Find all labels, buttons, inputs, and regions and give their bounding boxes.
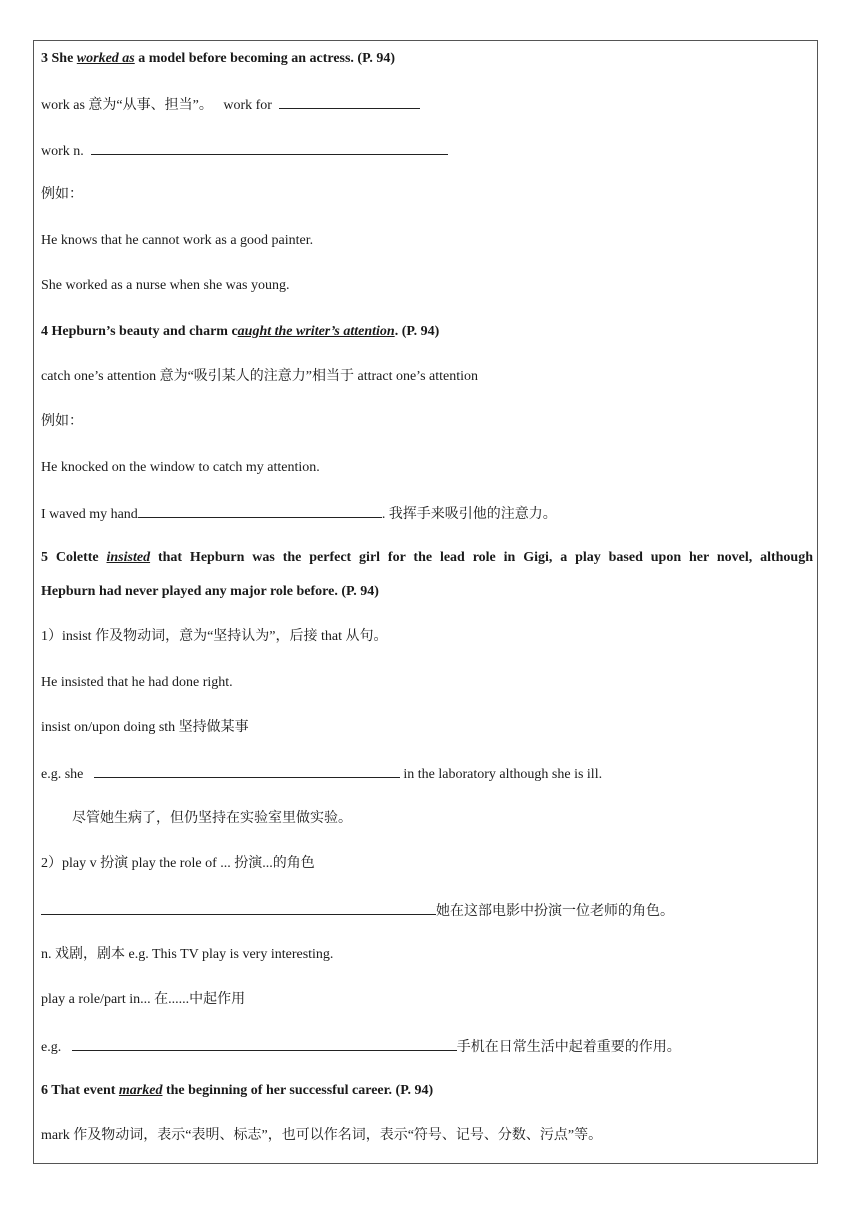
item4-key-phrase: aught the writer’s attention: [237, 324, 395, 339]
example-sentence: He knocked on the window to catch my attention.: [41, 460, 320, 475]
example-label: 例如：: [41, 187, 83, 202]
translation-exercise: e.g. 手机在日常生活中起着重要的作用。: [41, 1036, 813, 1058]
fill-blank[interactable]: [279, 94, 420, 109]
example-sentence: He knows that he cannot work as a good painter.: [41, 233, 314, 248]
example-label: 例如：: [41, 414, 83, 429]
item4-heading: 4 Hepburn’s beauty and charm caught the writer’s attention. (P. 94): [41, 324, 440, 339]
example-sentence: She worked as a nurse when she was young.: [41, 278, 290, 293]
item6-meaning: mark 作及物动词，表示“表明、标志”，也可以作名词，表示“符号、记号、分数、污点”等。: [41, 1128, 603, 1143]
item5-play-noun: n. 戏剧，剧本 e.g. This TV play is very interesting.: [41, 947, 334, 962]
fill-blank[interactable]: [72, 1036, 457, 1051]
item5-point-insist: 1）insist 作及物动词，意为“坚持认为”，后接 that 从句。: [41, 629, 388, 644]
translation-exercise: 她在这部电影中扮演一位老师的角色。: [41, 900, 813, 922]
fill-blank[interactable]: [138, 503, 382, 518]
translation-exercise: I waved my hand . 我挥手来吸引他的注意力。: [41, 503, 813, 525]
item5-insist-on: insist on/upon doing sth 坚持做某事: [41, 720, 249, 735]
item5-heading: 5 Colette insisted that Hepburn was the perfect girl for the lead role in Gigi, a play based upon her novel, although: [41, 550, 813, 565]
item3-meaning: work as 意为“从事、担当”。 work for: [41, 94, 813, 116]
fill-blank[interactable]: [91, 140, 448, 155]
item3-key-phrase: worked as: [76, 51, 135, 66]
item5-heading-continued: Hepburn had never played any major role before. (P. 94): [41, 584, 379, 599]
item5-point-play: 2）play v 扮演 play the role of ... 扮演...的角色: [41, 856, 315, 871]
fill-blank[interactable]: [94, 763, 400, 778]
item6-heading: 6 That event marked the beginning of her successful career. (P. 94): [41, 1083, 434, 1098]
item6-key-phrase: marked: [118, 1083, 163, 1098]
item4-meaning: catch one’s attention 意为“吸引某人的注意力”相当于 attract one’s attention: [41, 369, 479, 384]
fill-blank[interactable]: [41, 900, 436, 915]
item5-play-role: play a role/part in... 在......中起作用: [41, 992, 246, 1007]
chinese-translation: 尽管她生病了，但仍坚持在实验室里做实验。: [72, 811, 352, 826]
item5-key-phrase: insisted: [106, 550, 151, 565]
item3-heading: 3 She worked as a model before becoming an actress. (P. 94): [41, 51, 396, 66]
item3-work-noun: work n.: [41, 140, 813, 162]
translation-exercise: e.g. she in the laboratory although she is ill.: [41, 763, 813, 785]
example-sentence: He insisted that he had done right.: [41, 675, 233, 690]
